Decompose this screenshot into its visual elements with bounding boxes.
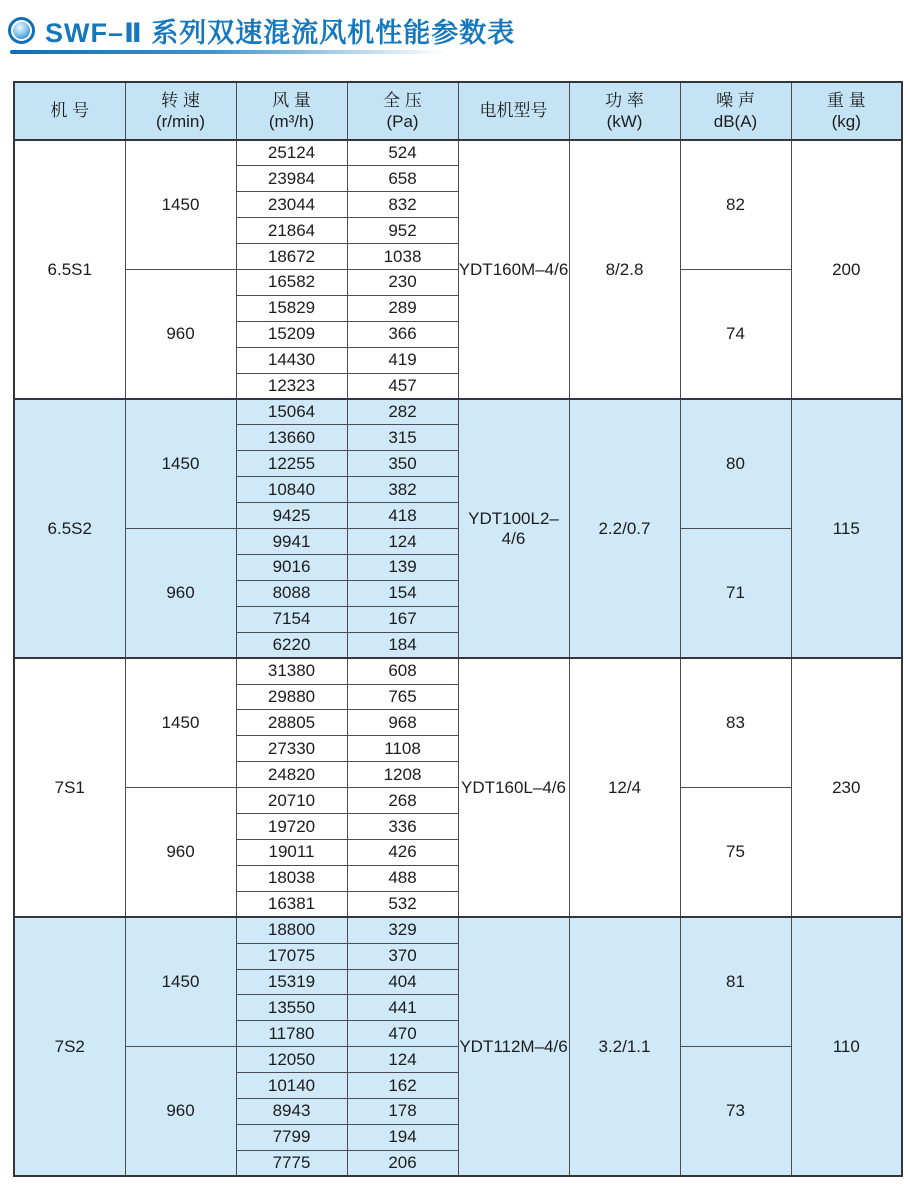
weight-cell: 200	[791, 140, 902, 399]
pressure-cell: 162	[347, 1073, 458, 1099]
flow-cell: 6220	[236, 632, 347, 658]
pressure-cell: 315	[347, 425, 458, 451]
model-group-6-5s2	[14, 399, 902, 658]
flow-cell: 15829	[236, 295, 347, 321]
col-header-rpm	[125, 82, 236, 140]
noise-cell: 80	[680, 399, 791, 529]
flow-cell: 27330	[236, 736, 347, 762]
flow-cell: 19720	[236, 814, 347, 840]
flow-cell: 9425	[236, 503, 347, 529]
power-cell: 2.2/0.7	[569, 399, 680, 658]
table-row	[14, 917, 902, 943]
flow-cell: 18038	[236, 865, 347, 891]
col-header-motor	[458, 82, 569, 140]
pressure-cell: 832	[347, 192, 458, 218]
flow-cell: 9016	[236, 555, 347, 581]
pressure-cell: 1208	[347, 762, 458, 788]
flow-cell: 31380	[236, 658, 347, 684]
pressure-cell: 289	[347, 295, 458, 321]
pressure-cell: 336	[347, 814, 458, 840]
flow-cell: 18672	[236, 244, 347, 270]
pressure-cell: 124	[347, 1047, 458, 1073]
page-header	[0, 0, 910, 54]
power-cell: 12/4	[569, 658, 680, 917]
pressure-cell: 139	[347, 555, 458, 581]
noise-cell: 74	[680, 270, 791, 400]
weight-cell: 115	[791, 399, 902, 658]
pressure-cell: 952	[347, 218, 458, 244]
pressure-cell: 441	[347, 995, 458, 1021]
rpm-cell: 1450	[125, 658, 236, 788]
page-title: SWF–Ⅱ 系列双速混流风机性能参数表	[45, 17, 516, 48]
col-header-unit: (r/min)	[155, 112, 206, 131]
pressure-cell: 457	[347, 373, 458, 399]
flow-cell: 10140	[236, 1073, 347, 1099]
weight-cell: 110	[791, 917, 902, 1176]
table-row	[14, 658, 902, 684]
col-header-title: 机 号	[50, 101, 90, 121]
pressure-cell: 426	[347, 839, 458, 865]
flow-cell: 13550	[236, 995, 347, 1021]
pressure-cell: 488	[347, 865, 458, 891]
rpm-cell: 1450	[125, 917, 236, 1047]
pressure-cell: 178	[347, 1099, 458, 1125]
bullseye-icon	[8, 17, 35, 44]
model-cell: 7S1	[14, 658, 125, 917]
rpm-cell: 1450	[125, 140, 236, 270]
pressure-cell: 268	[347, 788, 458, 814]
flow-cell: 10840	[236, 477, 347, 503]
pressure-cell: 658	[347, 166, 458, 192]
model-cell: 7S2	[14, 917, 125, 1176]
noise-cell: 71	[680, 529, 791, 659]
model-group-6-5s1	[14, 140, 902, 399]
table-row	[14, 399, 902, 425]
pressure-cell: 366	[347, 321, 458, 347]
flow-cell: 21864	[236, 218, 347, 244]
flow-cell: 7154	[236, 606, 347, 632]
rpm-cell: 960	[125, 529, 236, 659]
title-underline	[10, 50, 447, 54]
flow-cell: 20710	[236, 788, 347, 814]
pressure-cell: 382	[347, 477, 458, 503]
header-row	[14, 82, 902, 140]
pressure-cell: 532	[347, 891, 458, 917]
pressure-cell: 370	[347, 943, 458, 969]
pressure-cell: 154	[347, 580, 458, 606]
rpm-cell: 1450	[125, 399, 236, 529]
pressure-cell: 419	[347, 347, 458, 373]
pressure-cell: 124	[347, 529, 458, 555]
flow-cell: 11780	[236, 1021, 347, 1047]
flow-cell: 12050	[236, 1047, 347, 1073]
pressure-cell: 404	[347, 969, 458, 995]
flow-cell: 29880	[236, 684, 347, 710]
col-header-unit: (m³/h)	[268, 112, 315, 131]
flow-cell: 12323	[236, 373, 347, 399]
model-group-7s1	[14, 658, 902, 917]
pressure-cell: 167	[347, 606, 458, 632]
flow-cell: 12255	[236, 451, 347, 477]
pressure-cell: 282	[347, 399, 458, 425]
flow-cell: 13660	[236, 425, 347, 451]
model-cell: 6.5S1	[14, 140, 125, 399]
flow-cell: 24820	[236, 762, 347, 788]
col-header-title: 噪 声	[716, 90, 755, 110]
flow-cell: 9941	[236, 529, 347, 555]
flow-cell: 18800	[236, 917, 347, 943]
col-header-title: 风 量	[272, 90, 311, 110]
col-header-title: 转 速	[161, 90, 200, 110]
power-cell: 8/2.8	[569, 140, 680, 399]
table-header	[14, 82, 902, 140]
flow-cell: 23044	[236, 192, 347, 218]
motor-cell: YDT160M–4/6	[458, 140, 569, 399]
pressure-cell: 206	[347, 1150, 458, 1176]
flow-cell: 15209	[236, 321, 347, 347]
pressure-cell: 470	[347, 1021, 458, 1047]
flow-cell: 15319	[236, 969, 347, 995]
flow-cell: 8088	[236, 580, 347, 606]
fan-performance-table	[13, 81, 903, 1177]
col-header-title: 重 量	[826, 90, 866, 110]
col-header-title: 功 率	[605, 90, 644, 110]
noise-cell: 83	[680, 658, 791, 788]
pressure-cell: 230	[347, 270, 458, 296]
col-header-unit: (Pa)	[386, 112, 419, 131]
power-cell: 3.2/1.1	[569, 917, 680, 1176]
rpm-cell: 960	[125, 1047, 236, 1177]
flow-cell: 16381	[236, 891, 347, 917]
flow-cell: 23984	[236, 166, 347, 192]
model-cell: 6.5S2	[14, 399, 125, 658]
table-row	[14, 140, 902, 166]
noise-cell: 73	[680, 1047, 791, 1177]
title-row	[8, 13, 910, 47]
col-header-title: 全 压	[383, 90, 422, 110]
motor-cell: YDT100L2–4/6	[458, 399, 569, 658]
col-header-unit: (kW)	[606, 112, 643, 131]
motor-cell: YDT160L–4/6	[458, 658, 569, 917]
flow-cell: 17075	[236, 943, 347, 969]
col-header-noise	[680, 82, 791, 140]
flow-cell: 14430	[236, 347, 347, 373]
pressure-cell: 968	[347, 710, 458, 736]
col-header-pressure	[347, 82, 458, 140]
pressure-cell: 194	[347, 1124, 458, 1150]
col-header-weight	[791, 82, 902, 140]
col-header-title: 电机型号	[479, 101, 548, 121]
rpm-cell: 960	[125, 788, 236, 918]
flow-cell: 7799	[236, 1124, 347, 1150]
pressure-cell: 608	[347, 658, 458, 684]
col-header-model	[14, 82, 125, 140]
pressure-cell: 350	[347, 451, 458, 477]
pressure-cell: 329	[347, 917, 458, 943]
col-header-unit: (kg)	[831, 112, 861, 131]
weight-cell: 230	[791, 658, 902, 917]
model-group-7s2	[14, 917, 902, 1176]
pressure-cell: 524	[347, 140, 458, 166]
col-header-flow	[236, 82, 347, 140]
rpm-cell: 960	[125, 270, 236, 400]
pressure-cell: 418	[347, 503, 458, 529]
pressure-cell: 1108	[347, 736, 458, 762]
flow-cell: 19011	[236, 839, 347, 865]
col-header-unit: dB(A)	[713, 112, 758, 131]
pressure-cell: 184	[347, 632, 458, 658]
flow-cell: 25124	[236, 140, 347, 166]
noise-cell: 81	[680, 917, 791, 1047]
col-header-power	[569, 82, 680, 140]
pressure-cell: 765	[347, 684, 458, 710]
motor-cell: YDT112M–4/6	[458, 917, 569, 1176]
flow-cell: 15064	[236, 399, 347, 425]
noise-cell: 82	[680, 140, 791, 270]
pressure-cell: 1038	[347, 244, 458, 270]
flow-cell: 8943	[236, 1099, 347, 1125]
flow-cell: 16582	[236, 270, 347, 296]
flow-cell: 28805	[236, 710, 347, 736]
flow-cell: 7775	[236, 1150, 347, 1176]
noise-cell: 75	[680, 788, 791, 918]
